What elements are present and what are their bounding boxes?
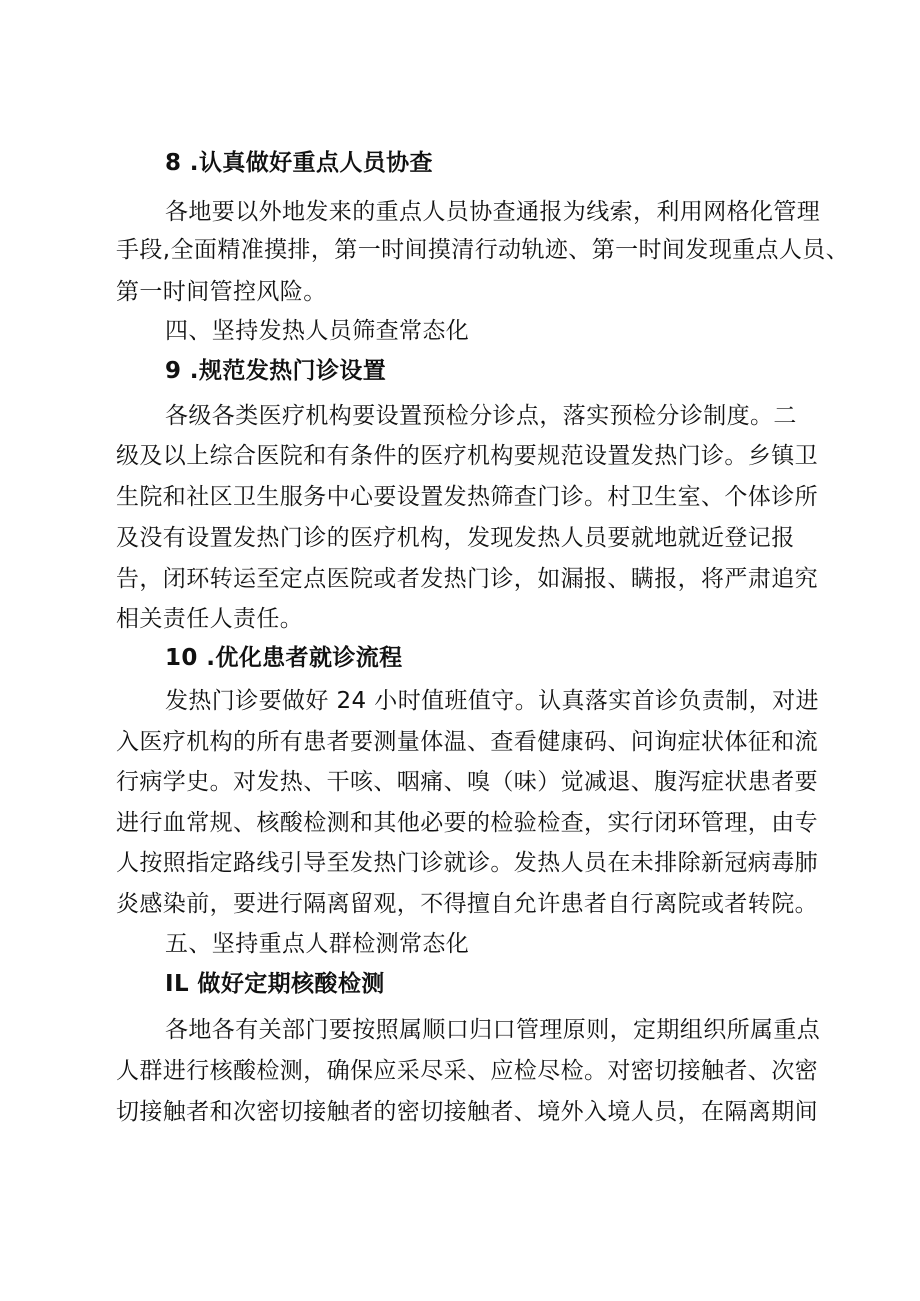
paragraph-line: 各地要以外地发来的重点人员协查通报为线索，利用网格化管理 bbox=[165, 199, 821, 225]
paragraph-line: 行病学史。对发热、干咳、咽痛、嗅（味）觉减退、腹泻症状患者要 bbox=[116, 769, 818, 795]
paragraph-line: 各地各有关部门要按照属顺口归口管理原则，定期组织所属重点 bbox=[165, 1017, 821, 1043]
paragraph-line: 发热门诊要做好 24 小时值班值守。认真落实首诊负责制，对进 bbox=[165, 688, 819, 714]
paragraph-line: 炎感染前，要进行隔离留观，不得擅自允许患者自行离院或者转院。 bbox=[116, 891, 818, 917]
paragraph-line: 相关责任人责任。 bbox=[116, 606, 304, 632]
paragraph-line: 人按照指定路线引导至发热门诊就诊。发热人员在未排除新冠病毒肺 bbox=[116, 850, 818, 876]
section-8-heading: 8 .认真做好重点人员协查 bbox=[165, 150, 433, 176]
section-9-heading: 9 .规范发热门诊设置 bbox=[165, 358, 387, 384]
paragraph-line: 入医疗机构的所有患者要测量体温、查看健康码、问询症状体征和流 bbox=[116, 729, 818, 755]
paragraph-line: 手段,全面精准摸排，第一时间摸清行动轨迹、第一时间发现重点人员、 bbox=[116, 237, 850, 263]
paragraph-line: 级及以上综合医院和有条件的医疗机构要规范设置发热门诊。乡镇卫 bbox=[116, 443, 818, 469]
paragraph-line: 告，闭环转运至定点医院或者发热门诊，如漏报、瞒报，将严肃追究 bbox=[116, 566, 818, 592]
part-4-title: 四、坚持发热人员筛查常态化 bbox=[165, 318, 470, 344]
part-5-title: 五、坚持重点人群检测常态化 bbox=[165, 931, 470, 957]
paragraph-line: 生院和社区卫生服务中心要设置发热筛查门诊。村卫生室、个体诊所 bbox=[116, 484, 818, 510]
paragraph-line: 人群进行核酸检测，确保应采尽采、应检尽检。对密切接触者、次密 bbox=[116, 1058, 818, 1084]
paragraph-line: 切接触者和次密切接触者的密切接触者、境外入境人员，在隔离期间 bbox=[116, 1099, 818, 1125]
section-10-heading: 10 .优化患者就诊流程 bbox=[165, 645, 403, 671]
paragraph-line: 各级各类医疗机构要设置预检分诊点，落实预检分诊制度。二 bbox=[165, 403, 797, 429]
paragraph-line: 进行血常规、核酸检测和其他必要的检验检查，实行闭环管理，由专 bbox=[116, 810, 818, 836]
paragraph-line: 及没有设置发热门诊的医疗机构，发现发热人员要就地就近登记报 bbox=[116, 525, 795, 551]
section-11-heading: IL 做好定期核酸检测 bbox=[165, 971, 385, 997]
paragraph-line: 第一时间管控风险。 bbox=[116, 279, 327, 305]
